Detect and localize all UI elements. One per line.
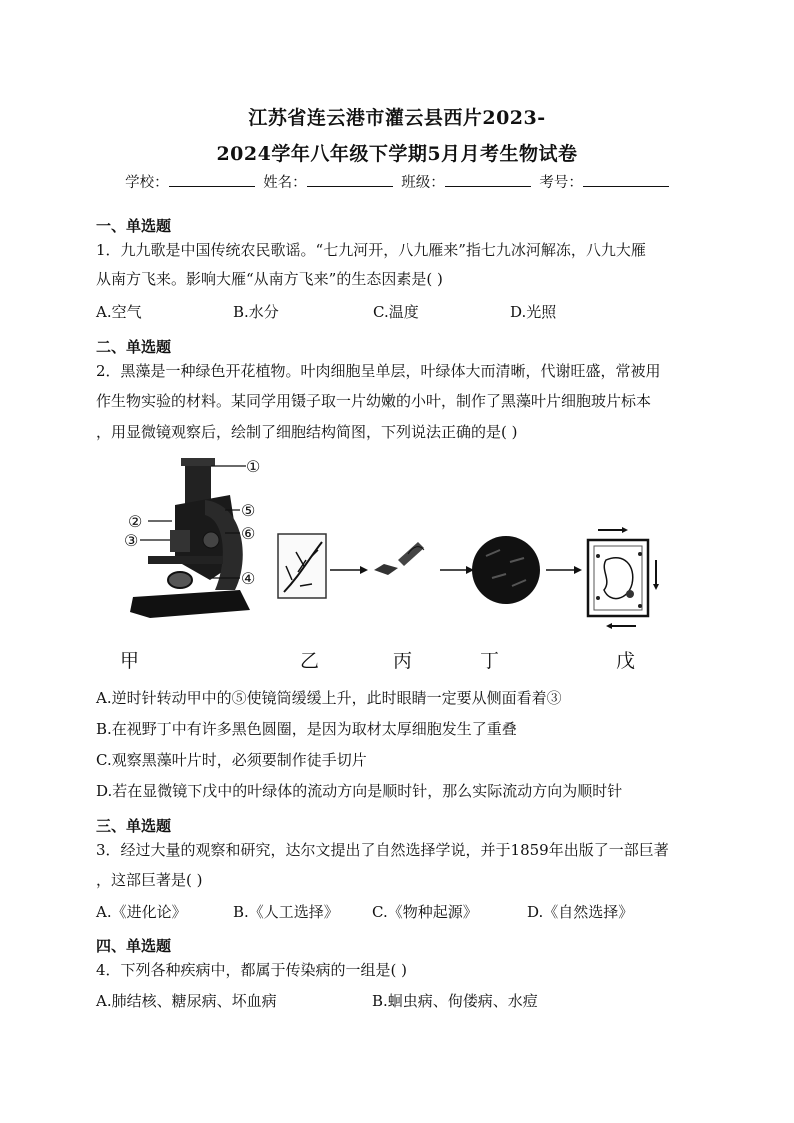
figure-label-yi: 乙 [300, 650, 320, 672]
exam-title-line-2: 2024学年八年级下学期5月月考生物试卷 [216, 143, 578, 165]
exam-title-line-1: 江苏省连云港市灌云县西片2023- [248, 107, 546, 129]
question-2-line-1: 2．黑藻是一种绿色开花植物。叶肉细胞呈单层，叶绿体大而清晰，代谢旺盛，常被用 [96, 362, 661, 380]
callout-5: ⑤ [241, 501, 256, 520]
q3-option-a[interactable]: A.《进化论》 [96, 903, 187, 921]
section-heading-1: 一、单选题 [96, 217, 172, 235]
section-heading-2: 二、单选题 [96, 338, 172, 356]
view-field-circle [472, 536, 540, 604]
q1-option-a[interactable]: A.空气 [96, 303, 142, 321]
question-2-line-3: ，用显微镜观察后，绘制了细胞结构简图，下列说法正确的是( ) [96, 423, 518, 441]
q3-option-d[interactable]: D.《自然选择》 [527, 903, 634, 921]
school-label: 学校： [125, 175, 169, 191]
name-label: 姓名： [263, 175, 307, 191]
number-label: 考号： [539, 175, 583, 191]
tweezers-illustration [374, 542, 424, 575]
class-label: 班级： [401, 175, 445, 191]
plant-cell-illustration [588, 527, 659, 629]
section-heading-3: 三、单选题 [96, 817, 172, 835]
section-heading-4: 四、单选题 [96, 937, 172, 955]
microscope-illustration [130, 458, 250, 618]
figure-label-wu: 戊 [616, 650, 636, 672]
callout-2: ② [128, 512, 143, 531]
figure-label-bing: 丙 [393, 650, 413, 672]
question-1-line-1: 1．九九歌是中国传统农民歌谣。“七九河开，八九雁来”指七九冰河解冻，八九大雁 [96, 241, 646, 259]
q3-option-c[interactable]: C.《物种起源》 [372, 903, 478, 921]
callout-3: ③ [124, 531, 139, 550]
question-1-line-2: 从南方飞来。影响大雁“从南方飞来”的生态因素是( ) [96, 270, 443, 288]
q2-option-d[interactable]: D.若在显微镜下戊中的叶绿体的流动方向是顺时针，那么实际流动方向为顺时针 [96, 782, 623, 800]
q1-option-d[interactable]: D.光照 [510, 303, 557, 321]
q2-option-b[interactable]: B.在视野丁中有许多黑色圆圈，是因为取材太厚细胞发生了重叠 [96, 720, 517, 738]
question-3-line-2: ，这部巨著是( ) [96, 871, 203, 889]
q1-option-b[interactable]: B.水分 [233, 303, 279, 321]
question-4-line-1: 4．下列各种疾病中，都属于传染病的一组是( ) [96, 961, 408, 979]
q2-option-a[interactable]: A.逆时针转动甲中的⑤使镜筒缓缓上升，此时眼睛一定要从侧面看着③ [96, 689, 562, 707]
figure-label-ding: 丁 [480, 650, 500, 672]
q4-option-b[interactable]: B.蛔虫病、佝偻病、水痘 [372, 992, 538, 1010]
q1-option-c[interactable]: C.温度 [373, 303, 419, 321]
question-3-line-1: 3．经过大量的观察和研究，达尔文提出了自然选择学说，并于1859年出版了一部巨著 [96, 841, 669, 859]
question-2-line-2: 作生物实验的材料。某同学用镊子取一片幼嫩的小叶，制作了黑藻叶片细胞玻片标本 [96, 392, 652, 410]
callout-1: ① [246, 457, 261, 476]
q3-option-b[interactable]: B.《人工选择》 [233, 903, 339, 921]
leaf-sample-illustration [278, 534, 326, 598]
figure-label-jia: 甲 [120, 650, 140, 672]
callout-6: ⑥ [241, 524, 256, 543]
callout-4: ④ [241, 569, 256, 588]
q4-option-a[interactable]: A.肺结核、糖尿病、坏血病 [96, 992, 277, 1010]
q2-option-c[interactable]: C.观察黑藻叶片时，必须要制作徒手切片 [96, 751, 367, 769]
